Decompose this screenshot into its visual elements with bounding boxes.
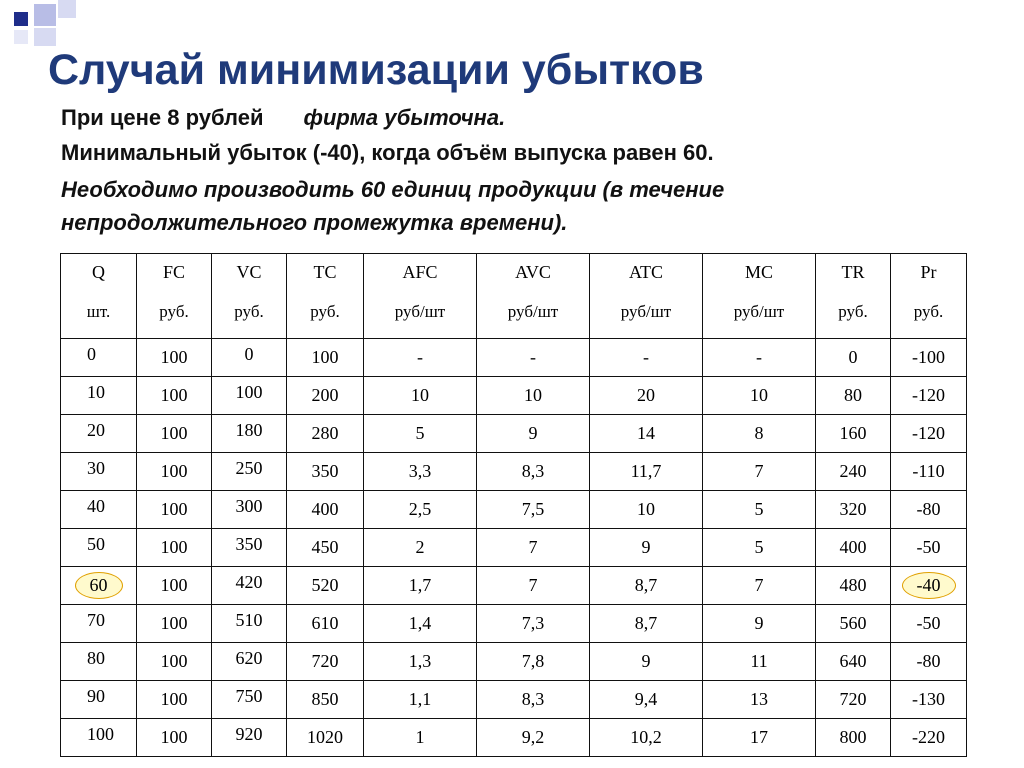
header-cell-vc (212, 254, 287, 339)
cell-value: -220 (912, 727, 945, 747)
cell-value: 420 (235, 572, 263, 592)
cell-value: 9,4 (634, 689, 658, 709)
cell-value: 8 (754, 423, 764, 443)
highlighted-profit: -40 (902, 572, 956, 599)
cell-value: 510 (235, 610, 263, 630)
table-cell-mc (703, 681, 816, 719)
table-cell-afc (364, 529, 477, 567)
table-cell-avc (477, 643, 590, 681)
header-unit: шт. (86, 302, 111, 321)
table-cell-tr (816, 529, 891, 567)
table-cell-pr (891, 719, 967, 757)
table-cell-avc (477, 491, 590, 529)
cell-value: -120 (912, 385, 945, 405)
table-cell-vc (212, 491, 287, 529)
cell-value: 0 (848, 347, 858, 367)
cell-value: 280 (311, 423, 339, 443)
table-cell-afc (364, 377, 477, 415)
table-row (61, 567, 967, 605)
table-row (61, 415, 967, 453)
cell-value: 100 (87, 724, 114, 744)
table-cell-vc (212, 681, 287, 719)
header-unit: руб. (234, 302, 264, 321)
table-cell-pr (891, 643, 967, 681)
conclusion-line-2: непродолжительного промежутка времени). (61, 210, 568, 235)
cell-value: 1020 (307, 727, 343, 747)
table-cell-mc (703, 415, 816, 453)
cell-value: 100 (160, 385, 188, 405)
cell-value: -80 (916, 651, 941, 671)
table-cell-q (61, 719, 137, 757)
table-cell-avc (477, 719, 590, 757)
cell-value: 100 (160, 651, 188, 671)
table-cell-tr (816, 415, 891, 453)
table-cell-vc (212, 415, 287, 453)
header-name: MC (744, 262, 773, 282)
cell-value: 1,1 (408, 689, 432, 709)
header-name: Pr (920, 262, 937, 282)
table-cell-avc (477, 377, 590, 415)
cell-value: - (417, 347, 423, 367)
cell-value: -120 (912, 423, 945, 443)
table-cell-atc (590, 567, 703, 605)
cell-value: 850 (311, 689, 339, 709)
cell-value: 100 (160, 727, 188, 747)
table-cell-atc (590, 719, 703, 757)
table-cell-tr (816, 681, 891, 719)
table-row (61, 339, 967, 377)
cell-value: 450 (311, 537, 339, 557)
cost-table (60, 253, 967, 757)
table-row (61, 681, 967, 719)
cell-value: 8,7 (634, 613, 658, 633)
table-cell-mc (703, 719, 816, 757)
cell-value: 100 (160, 461, 188, 481)
table-cell-q (61, 491, 137, 529)
cell-value: 9,2 (521, 727, 545, 747)
table-cell-atc (590, 529, 703, 567)
cell-value: 250 (235, 458, 263, 478)
table-cell-q (61, 339, 137, 377)
cell-value: 100 (235, 382, 263, 402)
table-cell-fc (137, 339, 212, 377)
cell-value: 9 (641, 651, 651, 671)
cell-value: 3,3 (408, 461, 432, 481)
header-cell-mc (703, 254, 816, 339)
table-cell-q (61, 681, 137, 719)
table-cell-q (61, 529, 137, 567)
cell-value: 5 (415, 423, 425, 443)
table-cell-avc (477, 415, 590, 453)
table-cell-atc (590, 605, 703, 643)
header-name: ATC (628, 262, 663, 282)
table-cell-mc (703, 491, 816, 529)
cell-value: 640 (839, 651, 867, 671)
header-cell-avc (477, 254, 590, 339)
cell-value: 10 (750, 385, 768, 405)
table-cell-fc (137, 377, 212, 415)
header-unit: руб/шт (394, 302, 446, 321)
table-cell-tr (816, 491, 891, 529)
table-cell-vc (212, 377, 287, 415)
table-cell-tc (287, 643, 364, 681)
cell-value: 720 (311, 651, 339, 671)
cell-value: -50 (916, 537, 941, 557)
table-cell-q (61, 567, 137, 605)
table-cell-vc (212, 719, 287, 757)
table-cell-mc (703, 377, 816, 415)
header-unit: руб. (310, 302, 340, 321)
table-cell-q (61, 643, 137, 681)
table-cell-tc (287, 605, 364, 643)
cell-value: 40 (87, 496, 105, 516)
cell-value: 13 (750, 689, 768, 709)
cell-value: 720 (839, 689, 867, 709)
table-cell-pr (891, 529, 967, 567)
table-cell-vc (212, 567, 287, 605)
table-cell-vc (212, 453, 287, 491)
cell-value: 100 (311, 347, 339, 367)
table-cell-afc (364, 339, 477, 377)
table-row (61, 491, 967, 529)
cell-value: 9 (754, 613, 764, 633)
cell-value: 100 (160, 499, 188, 519)
cell-value: 520 (311, 575, 339, 595)
header-name: FC (162, 262, 186, 282)
cell-value: 9 (528, 423, 538, 443)
cell-value: 20 (87, 420, 105, 440)
table-row (61, 529, 967, 567)
header-cell-afc (364, 254, 477, 339)
cell-value: 100 (160, 575, 188, 595)
table-cell-q (61, 415, 137, 453)
cell-value: 9 (641, 537, 651, 557)
cell-value: 620 (235, 648, 263, 668)
table-cell-pr (891, 681, 967, 719)
highlighted-quantity: 60 (75, 572, 123, 599)
header-unit: руб/шт (733, 302, 785, 321)
cell-value: 10 (524, 385, 542, 405)
cell-value: 17 (750, 727, 768, 747)
table-cell-atc (590, 681, 703, 719)
cell-value: 160 (839, 423, 867, 443)
table-cell-fc (137, 719, 212, 757)
cell-value: 800 (839, 727, 867, 747)
header-unit: руб. (838, 302, 868, 321)
price-text: При цене 8 рублей (61, 105, 264, 130)
table-cell-mc (703, 643, 816, 681)
table-cell-tr (816, 605, 891, 643)
header-unit: руб/шт (507, 302, 559, 321)
table-cell-avc (477, 605, 590, 643)
cell-value: 100 (160, 613, 188, 633)
table-cell-avc (477, 567, 590, 605)
cell-value: 5 (754, 537, 764, 557)
cost-table-body (61, 254, 967, 757)
cell-value: 20 (637, 385, 655, 405)
table-cell-afc (364, 681, 477, 719)
cell-value: 70 (87, 610, 105, 630)
cell-value: 920 (235, 724, 263, 744)
table-cell-tc (287, 567, 364, 605)
table-cell-vc (212, 605, 287, 643)
min-loss-line: Минимальный убыток (-40), когда объём выпуска равен 60. (61, 140, 714, 165)
cell-value: 1,4 (408, 613, 432, 633)
cell-value: 7 (528, 537, 538, 557)
table-cell-atc (590, 377, 703, 415)
cell-value: -100 (912, 347, 945, 367)
cell-value: 7,3 (521, 613, 545, 633)
table-cell-tr (816, 567, 891, 605)
table-cell-fc (137, 491, 212, 529)
table-cell-fc (137, 453, 212, 491)
cell-value: 80 (844, 385, 862, 405)
table-cell-avc (477, 453, 590, 491)
table-cell-tr (816, 339, 891, 377)
cell-value: 100 (160, 689, 188, 709)
cell-value: 80 (87, 648, 105, 668)
cell-value: 8,7 (634, 575, 658, 595)
table-cell-tr (816, 453, 891, 491)
cell-value: 10 (637, 499, 655, 519)
table-cell-tc (287, 529, 364, 567)
cell-value: 8,3 (521, 461, 545, 481)
cell-value: -110 (912, 461, 945, 481)
header-cell-pr (891, 254, 967, 339)
cell-value: 240 (839, 461, 867, 481)
cell-value: 90 (87, 686, 105, 706)
table-cell-mc (703, 529, 816, 567)
cell-value: 10 (411, 385, 429, 405)
cell-value: 400 (311, 499, 339, 519)
cell-value: 180 (235, 420, 263, 440)
table-cell-tr (816, 377, 891, 415)
cell-value: 560 (839, 613, 867, 633)
cell-value: 300 (235, 496, 263, 516)
cell-value: 350 (311, 461, 339, 481)
header-name: TR (841, 262, 865, 282)
table-cell-pr (891, 491, 967, 529)
cell-value: 5 (754, 499, 764, 519)
header-cell-tr (816, 254, 891, 339)
table-cell-atc (590, 491, 703, 529)
table-cell-tc (287, 491, 364, 529)
conclusion-line-1: Необходимо производить 60 единиц продукции (в течение (61, 177, 725, 202)
table-row (61, 605, 967, 643)
table-cell-pr (891, 415, 967, 453)
cell-value: -80 (916, 499, 941, 519)
cell-value: 400 (839, 537, 867, 557)
table-cell-tc (287, 339, 364, 377)
table-cell-tc (287, 415, 364, 453)
cell-value: 610 (311, 613, 339, 633)
table-cell-pr (891, 605, 967, 643)
cell-value: 7 (528, 575, 538, 595)
cell-value: 320 (839, 499, 867, 519)
cell-value: 10 (87, 382, 105, 402)
table-cell-q (61, 377, 137, 415)
header-name: Q (92, 262, 105, 282)
table-cell-tr (816, 643, 891, 681)
header-name: VC (236, 262, 262, 282)
cell-value: 2 (415, 537, 425, 557)
table-cell-tc (287, 377, 364, 415)
cell-value: 7 (754, 575, 764, 595)
table-cell-tc (287, 681, 364, 719)
cell-value: 0 (87, 344, 96, 364)
table-cell-q (61, 453, 137, 491)
table-cell-fc (137, 681, 212, 719)
cell-value: 30 (87, 458, 105, 478)
table-cell-vc (212, 643, 287, 681)
cell-value: 11 (750, 651, 768, 671)
cell-value: 7,5 (521, 499, 545, 519)
table-header-row (61, 254, 967, 339)
table-cell-pr (891, 453, 967, 491)
cell-value: 8,3 (521, 689, 545, 709)
cell-value: 100 (160, 347, 188, 367)
table-cell-afc (364, 491, 477, 529)
table-cell-tc (287, 719, 364, 757)
table-cell-atc (590, 415, 703, 453)
table-cell-vc (212, 339, 287, 377)
cell-value: 2,5 (408, 499, 432, 519)
table-cell-mc (703, 605, 816, 643)
table-cell-atc (590, 643, 703, 681)
table-cell-tr (816, 719, 891, 757)
table-cell-mc (703, 339, 816, 377)
table-cell-fc (137, 529, 212, 567)
header-unit: руб/шт (620, 302, 672, 321)
table-cell-tc (287, 453, 364, 491)
header-unit: руб. (159, 302, 189, 321)
cell-value: 350 (235, 534, 263, 554)
table-cell-afc (364, 719, 477, 757)
table-cell-pr (891, 567, 967, 605)
table-cell-fc (137, 605, 212, 643)
header-cell-q (61, 254, 137, 339)
header-name: AFC (402, 262, 438, 282)
cell-value: 1,3 (408, 651, 432, 671)
table-cell-fc (137, 567, 212, 605)
header-cell-atc (590, 254, 703, 339)
cell-value: 750 (235, 686, 263, 706)
cell-value: 7,8 (521, 651, 545, 671)
table-row (61, 719, 967, 757)
cell-value: 10,2 (630, 727, 662, 747)
table-cell-afc (364, 415, 477, 453)
cell-value: - (643, 347, 649, 367)
header-cell-fc (137, 254, 212, 339)
cell-value: 100 (160, 423, 188, 443)
table-cell-atc (590, 339, 703, 377)
table-cell-afc (364, 567, 477, 605)
table-cell-vc (212, 529, 287, 567)
table-cell-fc (137, 643, 212, 681)
cell-value: 50 (87, 534, 105, 554)
table-cell-afc (364, 643, 477, 681)
cell-value: 1 (415, 727, 425, 747)
price-line (61, 105, 505, 131)
table-cell-avc (477, 529, 590, 567)
cell-value: 11,7 (630, 461, 662, 481)
table-cell-mc (703, 567, 816, 605)
cell-value: -50 (916, 613, 941, 633)
cell-value: -130 (912, 689, 945, 709)
table-row (61, 453, 967, 491)
table-row (61, 643, 967, 681)
table-cell-fc (137, 415, 212, 453)
cell-value: 480 (839, 575, 867, 595)
table-cell-pr (891, 377, 967, 415)
page-title: Случай минимизации убытков (48, 46, 704, 94)
table-cell-pr (891, 339, 967, 377)
table-cell-avc (477, 681, 590, 719)
header-name: TC (313, 262, 337, 282)
cell-value: 0 (244, 344, 254, 364)
header-cell-tc (287, 254, 364, 339)
cell-value: 100 (160, 537, 188, 557)
table-cell-afc (364, 605, 477, 643)
table-cell-mc (703, 453, 816, 491)
table-row (61, 377, 967, 415)
cell-value: - (530, 347, 536, 367)
table-cell-atc (590, 453, 703, 491)
cell-value: 1,7 (408, 575, 432, 595)
table-cell-afc (364, 453, 477, 491)
cell-value: 200 (311, 385, 339, 405)
cell-value: 14 (637, 423, 655, 443)
table-cell-q (61, 605, 137, 643)
loss-status-text: фирма убыточна. (303, 105, 506, 130)
header-unit: руб. (913, 302, 944, 321)
cell-value: - (756, 347, 762, 367)
cell-value: 7 (754, 461, 764, 481)
table-cell-avc (477, 339, 590, 377)
header-name: AVC (515, 262, 551, 282)
decor-squares (0, 0, 80, 50)
